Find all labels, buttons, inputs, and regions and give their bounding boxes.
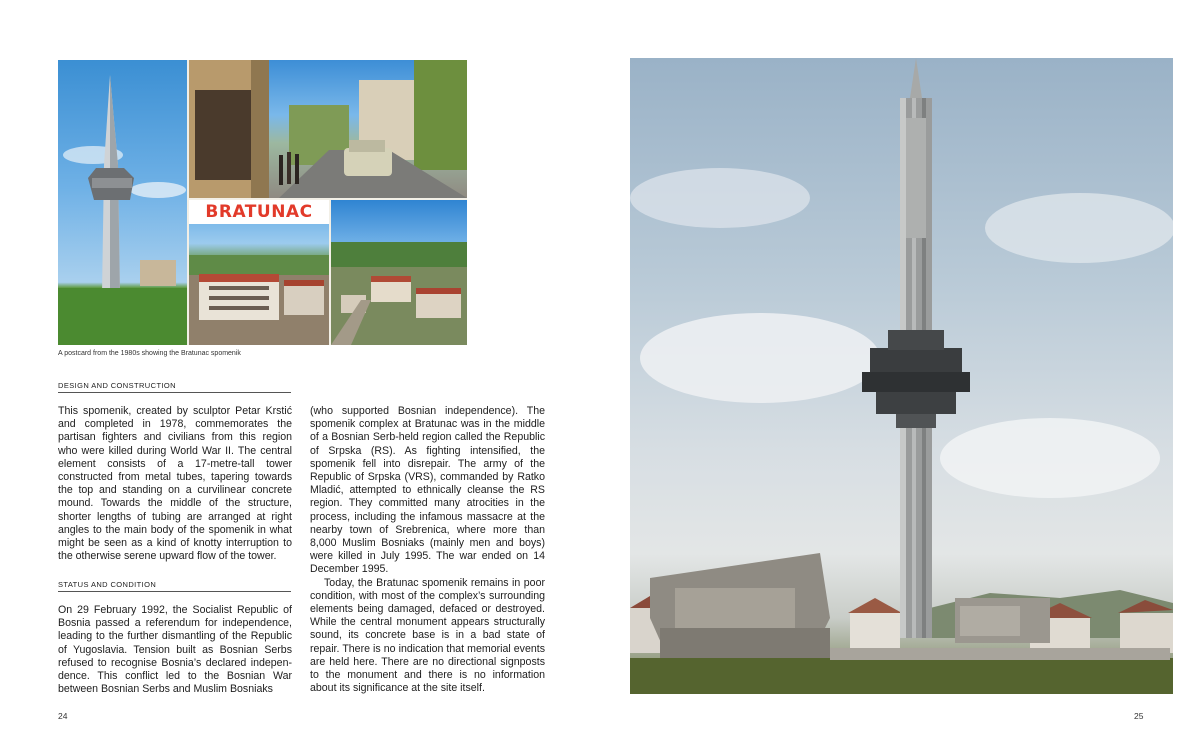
- page-number-right: 25: [1134, 711, 1144, 721]
- postcard-panel-street: [189, 60, 467, 198]
- text-column-left-2: [58, 604, 292, 696]
- postcard-panel-monument: [58, 60, 187, 345]
- postcard-panel-aerial: [331, 200, 467, 345]
- paragraph-today: Today, the Bratunac spomenik remains in poor condition, with most of the complex’s surrounding elements being damaged, defaced or destroyed. While the central monument appears structurally sound, its concrete base is in a bad state of repair. There is no indication that memorial events are held here. There are no directional signposts to the monument and there is no information about its significance at the site itself.: [310, 576, 545, 695]
- section-heading-design: DESIGN AND CONSTRUCTION: [58, 381, 291, 393]
- section-heading-status: STATUS AND CONDITION: [58, 580, 291, 592]
- postcard-image: [58, 60, 467, 345]
- postcard-banner-text: BRATUNAC: [205, 202, 313, 222]
- image-caption: A postcard from the 1980s showing the Bratunac spomenik: [58, 350, 241, 357]
- paragraph-war: (who supported Bosnian independence). The spomenik complex at Bratunac was in the middle of a Bosnian Serb-held region called the Republic of Srpska (RS). As fighting intensified, the spomenik fell into disrepair. The army of the Republic of Srpska (VRS), commanded by Ratko Mladić, attempted to ethnically cleanse the RS region. They committed many atrocities in the process, including the infamous massacre at the nearby town of Srebrenica, where more than 8,000 Muslim Bosniaks (mainly men and boys) were killed in July 1995. The war ended on 14 December 1995.: [310, 405, 545, 576]
- paragraph-status: On 29 February 1992, the Socialist Republic of Bosnia passed a referendum for independence, leading to the further dismantling of the Republic of Yugoslavia. Tension built as Bosnian Serbs refused to recognise Bosnia’s declared independence. This conflict led to the Bosnian War between Bosnian Serbs and Muslim Bosniaks: [58, 604, 292, 696]
- page-number-left: 24: [58, 711, 68, 721]
- text-column-left: [58, 405, 292, 563]
- postcard-banner: [189, 200, 329, 224]
- paragraph-design: This spomenik, created by sculptor Petar Krstić and completed in 1978, commemorates the partisan fighters and civilians from this region who were killed during World War II. The central element consists of a 17-metre-tall tower constructed from metal tubes, tapering towards the top and standing on a curvilinear concrete mound. Towards the middle of the structure, shorter lengths of tubing are arranged at right angles to the main body of the spomenik in what might be seen as a kind of knotty interruption to the otherwise serene upward flow of the tower.: [58, 405, 292, 563]
- text-column-right: [310, 405, 545, 695]
- monument-photo: [630, 58, 1173, 694]
